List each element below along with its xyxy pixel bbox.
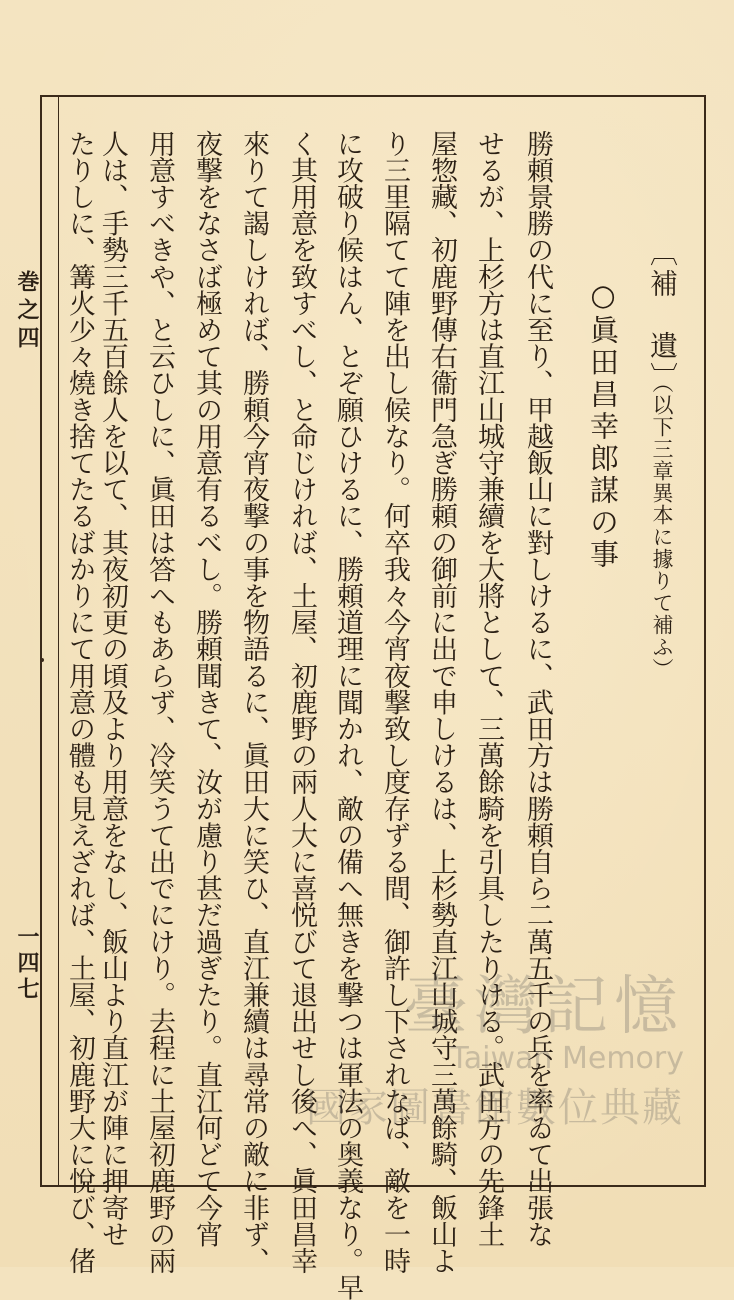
body-column-9: 用意すべきや、と云ひしに、眞田は答へもあらず、冷笑うて出でにけり。去程に土屋初鹿野の兩 bbox=[144, 130, 175, 1274]
body-column-6: く其用意を致すべし、と命じければ、土屋、初鹿野の兩人大に喜悦びて退出せし後へ、眞田昌幸 bbox=[286, 130, 317, 1274]
page-number: 一四七 bbox=[14, 925, 40, 1003]
body-column-3: 屋惣藏、初鹿野傳右衞門急ぎ勝頼の御前に出で申しけるは、上杉勢直江山城守三萬餘騎、飯山よ bbox=[426, 130, 457, 1274]
watermark-subtitle: 國家圖書館數位典藏 bbox=[306, 1085, 684, 1131]
watermark-english: Taiwan Memory bbox=[450, 1041, 684, 1076]
body-column-10: 人は、手勢三千五百餘人を以て、其夜初更の頃及より用意をなし、飯山より直江が陣に押寄せ bbox=[97, 130, 128, 1248]
watermark-title: 臺灣記憶 bbox=[404, 970, 684, 1044]
chapter-title: ○眞田昌幸郎謀の事 bbox=[586, 278, 620, 571]
body-column-7: 來りて謁しければ、勝頼今宵夜撃の事を物語るに、眞田大に笑ひ、直江兼續は尋常の敵に非ず、 bbox=[238, 130, 269, 1274]
body-column-4: り三里隔てて陣を出し候なり。何卒我々今宵夜撃致し度存ずる間、御許し下されなば、敵を一時 bbox=[379, 130, 410, 1274]
section-heading: 〔補 遺〕 bbox=[646, 238, 679, 393]
section-note: （以下三章異本に據りて補ふ） bbox=[650, 372, 674, 680]
margin-rule bbox=[58, 95, 59, 1187]
margin-dot bbox=[40, 658, 44, 662]
body-column-8: 夜撃をなさば極めて其の用意有るべし。勝頼聞きて、汝が慮り甚だ過ぎたり。直江何どて今宵 bbox=[191, 130, 222, 1248]
body-column-1: 勝頼景勝の代に至り、甲越飯山に對しけるに、武田方は勝頼自ら二萬五千の兵を率ゐて出張な bbox=[522, 130, 553, 1248]
watermark bbox=[306, 955, 684, 1133]
body-column-11: たりしに、篝火少々燒き捨てたるばかりにて用意の體も見えざれば、土屋、初鹿野大に悅び、偖 bbox=[64, 130, 95, 1274]
volume-label: 巻之四 bbox=[14, 270, 40, 354]
body-column-2: せるが、上杉方は直江山城守兼續を大將として、三萬餘騎を引具したりける。武田方の先鋒土 bbox=[473, 130, 504, 1248]
body-column-5: に攻破り候はん、とぞ願ひけるに、勝頼道理に聞かれ、敵の備へ無きを撃つは軍法の奥義なり。早 bbox=[332, 130, 363, 1300]
